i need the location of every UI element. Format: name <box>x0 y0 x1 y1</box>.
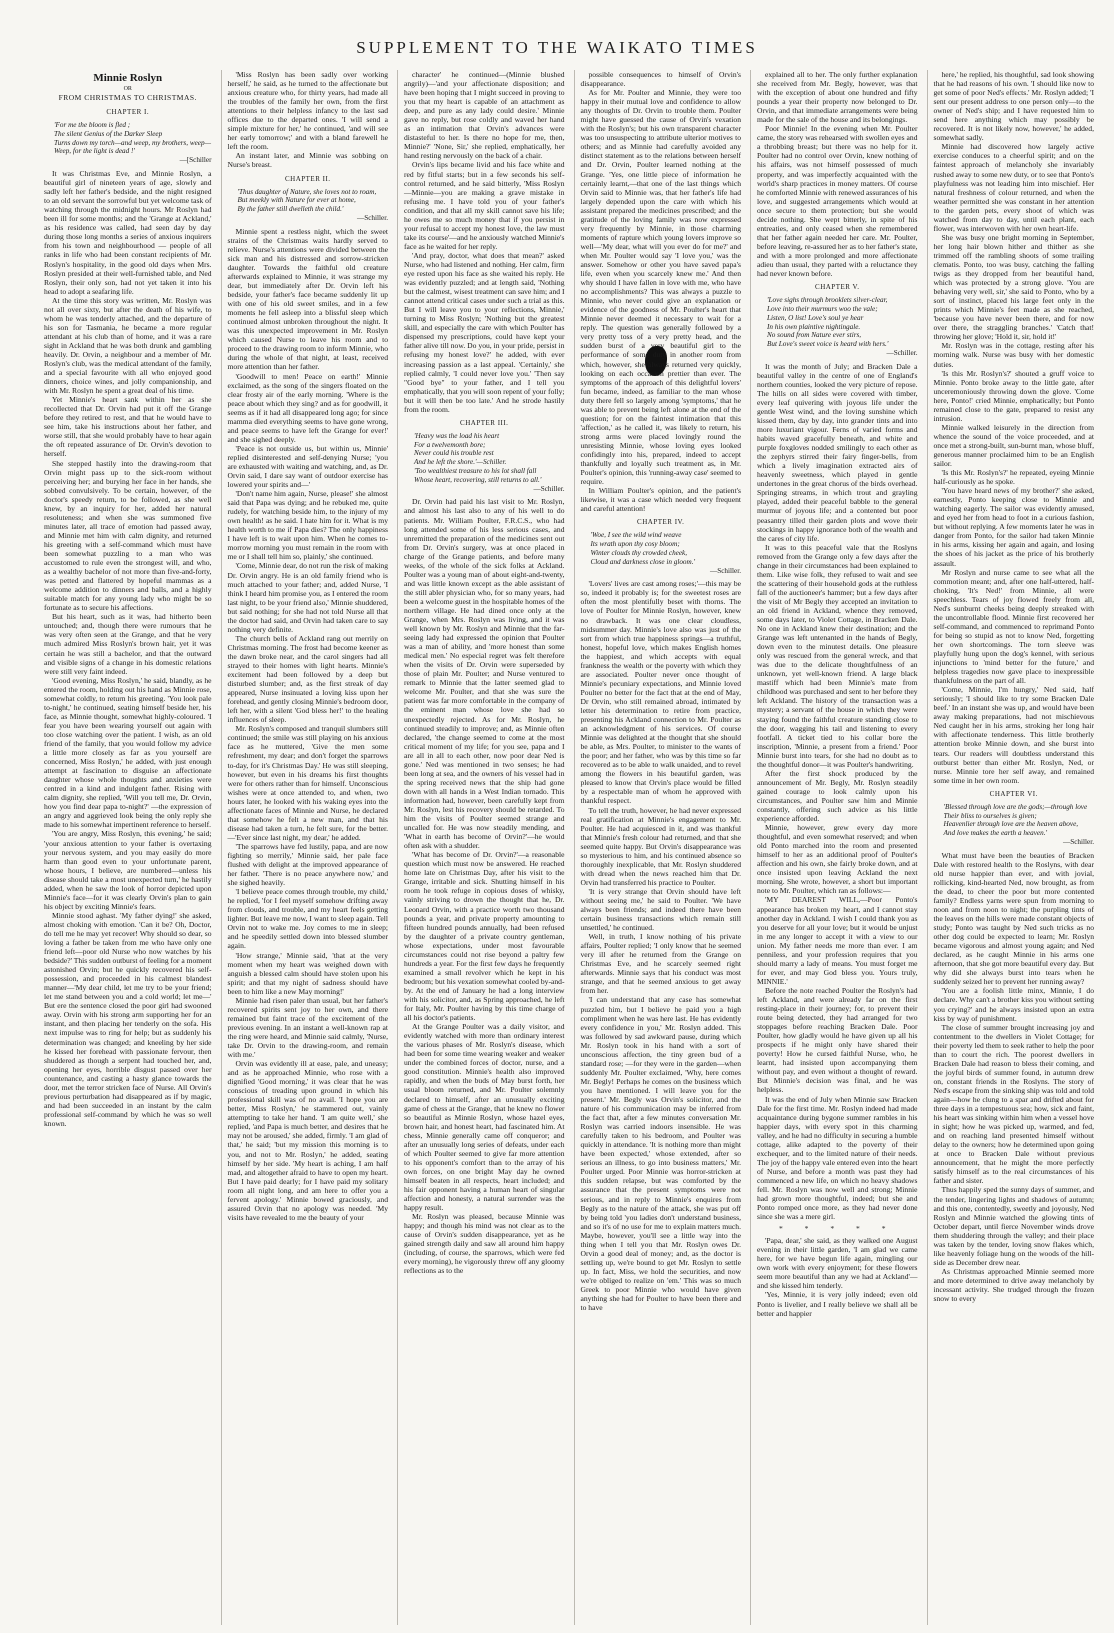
verse-attribution: —Schiller. <box>533 484 565 493</box>
epigraph <box>54 121 212 165</box>
verse-line: By the father still dwelleth the child.' <box>237 205 344 214</box>
verse-line: Their bliss to ourselves is given; <box>943 811 1037 820</box>
paragraph: At the Grange Poulter was a daily visitor, and evidently watched with more than ordinary interest the various phases of Mr. Roslyn's disease, which had been for some time wearing weaker and weaker under the combined forces of doctor, nurse, and a good constitution. Minnie's health also improved rapidly, and when the buds of May burst forth, her usual bloom returned, and Mr. Poulter solemnly declared to himself, after an unusually exciting game of chess at the Grange, that he knew no flower so beautiful as Minnie Roslyn, whose hazel eyes, brown hair, and honest heart, had fascinated him. At chess, Minnie generally came off conqueror; and after an unusually long series of defeats, under each of which Poulter seemed to give far more attention to his opponent's comfort than to the array of his own forces, on one bright May day he owned himself beaten in all respects, heart included; and his fair opponent having a human heart of singular affection and honesty, a natural surrender was the happy result. <box>404 1022 565 1213</box>
paragraph: An instant later, and Minnie was sobbing on Nurse's breast. <box>227 151 388 170</box>
verse-line: 'Love sighs through brooklets silver-clear, <box>767 296 888 305</box>
paragraph: 'You have heard news of my brother?' she asked, earnestly, Ponto keeping close to Minnie and watching eagerly. The sailor was evidently amused, and eyed her from head to foot in a curious fashion, but without replying. A few moments later he was in danger from Ponto, for the sailor had taken Minnie in his arms, kissing her again and again, and losing the shoes of his jacket as the price of his brotherly assault. <box>933 486 1094 568</box>
paragraph: 'You are angry, Miss Roslyn, this evening,' he said; 'your anxious attention to your father is overtaxing your nervous system, and you may easily do more harm than good even to your unfortunate parent, whose hours, I believe, are numbered—unless his disease should take a most unexpected turn,' he hastily added, when he saw the look of horror depicted upon Minnie's face—for it was clearly Orvin's plan to gain his object by exciting Minnie's fears. <box>44 829 212 911</box>
chapter-heading: CHAPTER V. <box>815 283 860 292</box>
verse-line: 'Woe, I see the wild wind weave <box>590 531 682 540</box>
paragraph: Minnie had discovered how largely active exercise conduces to a cheerful spirit; and on the faintest approach of melancholy she invariably rushed away to some new duty, or to see that Ponto's playfulness was not leading him into mischief. Her natural freshness of colour returned, and when the weather permitted she was constant in her attention to the garden pets, every shoot of which was watched from day to day, until each plant, each flower, was interwoven with her own heart-life. <box>933 142 1094 233</box>
column-6 <box>927 70 1095 1625</box>
paragraph: It was Christmas Eve, and Minnie Roslyn, a beautiful girl of nineteen years of age, slowly and sadly left her father's bedside, and the night resigned to an old servant the sorrowful but yet welcome task of watching through the midnight hours. Mr Roslyn had been ill for some months; and the 'Grange at Ackland,' as his residence was called, had seen day by day during those long months a series of anxious inquirers from his town and neighbourhood — people of all ranks in life who had been constant recipients of Mr. Roslyn's hospitality, in the good old days when Mrs. Roslyn presided at their well-furnished table, and Ned Roslyn, their only son, had not yet taken it into his head to adopt a seafaring life. <box>44 169 212 296</box>
paragraph: She was busy one bright morning in September, her long hair blown hither and thither as she trimmed off the rambling shoots of some trailing clematis. Ponto, too was busy, catching the falling twigs as they dropped from her beautiful hand, which was protected by a strong glove. 'You are behaving very well, sir,' she said to Ponto, who by a sort of instinct, placed his large feet only in the prints which Minnie's feet made as she reached, 'because you have never been there, and for now over there, the straggling branches.' 'Catch that! throwing her glove; 'Hold it, sir, hold it!' <box>933 232 1094 342</box>
paragraph: 'Come, Minnie dear, do not run the risk of making Dr. Orvin angry. He is an old family friend who is much attached to your father; and, added Nurse, 'I think I heard him promise you, as I entered the room last night, to be your friend also,' Minnie shuddered, but said nothing; for she had not told Nurse all that the doctor had said, and Orvin had taken care to say nothing very definite. <box>227 561 388 634</box>
column-1 <box>44 70 212 1625</box>
verse-attribution: —[Schiller <box>179 156 212 165</box>
paragraph: 'Don't name him again, Nurse, please!' she almost said that Papa was dying; and he rebuked me, quite rudely, for watching beside him, to the injury of my own health! as he said. I hate him for it. What is my health worth to me if Papa dies? The only happiness I have left is to wait upon him. When he comes to-morrow morning you must remain in the room with me or I shall tell him so, plainly,' she continued. <box>227 489 388 562</box>
paragraph: Thus happily sped the sunny days of summer, and the tender, lingering lights and shadows of autumn; and this one, contentedly, sweetly and joyously, Ned Roslyn and Minnie watched the glowing tints of October depart, until fierce November winds drove them shuddering through the valley; and their place was taken by the tender, loving snow flakes which, like heavenly foliage hung on the woods of the hill-side as December drew near. <box>933 1185 1094 1267</box>
paragraph: 'Is this Mr. Roslyn's?' he repeated, eyeing Minnie half-curiously as he spoke. <box>933 468 1094 487</box>
verse-line: Winter clouds thy crowded cheek, <box>590 548 688 557</box>
verse-line: And love makes the earth a heaven.' <box>943 829 1048 838</box>
paragraph: 'Goodwill to men! Peace on earth!' Minnie exclaimed, as the song of the singers floated on the clear frosty air of the early morning. 'Where is the peace about which they sing? and as for goodwill, it seems as if it had all disappeared long ago; for since mamma died everything seems to have gone wrong, and peace seems to have left the Grange for ever!' and she sighed deeply. <box>227 371 388 444</box>
verse-line: Its wrath upon thy cosy bloom; <box>590 540 680 549</box>
paragraph: Well, in truth, I know nothing of his private affairs, Poulter replied; 'I only know that he seemed very ill after he returned from the Grange on Christmas Eve, and he scarcely seemed right afterwards. Minnie says that his conduct was most strange, and that he seemed anxious to get away from her. <box>580 932 741 996</box>
verse-line: 'Blessed through love are the gods;—through love <box>943 802 1088 811</box>
epigraph <box>591 531 742 575</box>
paragraph: 'Miss Roslyn has been sadly over working herself,' he said, as he turned to the affectionate but anxious creature who, for thirty years, had made all the troubles of the family her own, from the first attentions to their helpless infancy to the last sad offices due to the departed ones. 'I will send a simple mixture for her,' he continued, 'and will see her early tomorrow;' and with a bland farewell he left the room. <box>227 70 388 152</box>
paragraph: In William Poulter's opinion, and the patient's likewise, it was a case which needed very frequent and careful attention! <box>580 486 741 514</box>
verse-line: For a twelvemonth bore; <box>414 440 486 449</box>
paragraph: As for Mr. Poulter and Minnie, they were too happy in their mutual love and confidence to allow any thoughts of Dr. Orvin to trouble them. Poulter might have guessed the cause of Orvin's vexation with the Roslyn's; but his own transparent character was too unsuspecting to attribute ulterior motives to others; and as Minnie had carefully avoided any distinct statement as to the relations between herself and Dr. Orvin, Poulter learned nothing at the Grange. 'Yes, one little piece of information he certainly learnt,—that one of the last things which Orvin said to Minnie was, that her father's life had largely depended upon the care with which his assistant prepared the medicines prescribed; and the gratitude of the loving family was now expressed very frequently by Minnie, in those charming moments of rapture which young lovers improve so well—'My dear, what will you ever do for me?' and when Mr. Poulter would say 'I love you,' was the answer. Somehow or other you have saved papa's life, even when you scarcely knew me.' And then why should I have fallen in love with me, who have no accomplishments? This was always a puzzle to Minnie, who never could give an explanation or evidence of the goodness of Mr. Poulter's heart that Minnie never deemed it necessary to wait for a reply. The question was generally followed by a very pretty toss of a very pretty head, and the sudden burst of a very beautiful girl to the performance of some duty in another room from which, however, she always returned very quickly, looking on each occasion prettier than ever. The symptoms of the approach of this delightful lovers' fun became, indeed, as familiar to the man whose duty there fell so largely among 'symptoms,' that he was able to prevent being left alone at the end of the question; for on the faintest intimation that this 'affection,' as he called it, was likely to return, his strong arms were placed lovingly round the unresisting Minnie, whose loving eyes looked confidingly into his, prepared, indeed to accept thankfully and loyally such treatment as, in Mr. Poulter's opinion, this 'running-away case' seemed to require. <box>580 88 741 487</box>
chapter-heading: CHAPTER III. <box>460 418 509 427</box>
epigraph <box>767 296 918 358</box>
verse-line: No sound from Nature ever stirs, <box>767 331 862 340</box>
verse-line: Turns down my torch—and weep, my brothers, weep— <box>54 138 211 147</box>
story-title: Minnie Roslyn <box>93 72 163 84</box>
newspaper-page <box>44 70 1094 1625</box>
verse-line: Weep, for the light is dead !' <box>54 147 135 156</box>
verse-line: Whose heart, recovering, still returns to all.' <box>414 475 542 484</box>
paragraph: Minnie had risen paler than usual, but her father's recovered spirits sent joy to her own, and there remained but faint trace of the excitement of the previous evening. In an instant a well-known rap at the ring were heard, and Minnie said calmly, 'Nurse, take Dr. Orvin to the drawing-room, and remain with me.' <box>227 995 388 1060</box>
paragraph: Minnie spent a restless night, which the sweet strains of the Christmas waits hardly served to relieve. Nurse's attentions were divided between the sick man and his distressed and sorrow-stricken daughter. Towards the faithful old creature afterwards explained to Minnie, it was strange my dear, but immediately after Dr. Orvin left his bedside, your father's face became suddenly lit up with one of his old sweet smiles, and in a few moments he fell asleep into a blissful sleep which continued almost unbroken throughout the night. It was this unexpected improvement in Mr. Roslyn which caused Nurse to leave his room and to proceed to the drawing room to inform Minnie, who during the whole of that night, at least, received more attention than her father. <box>227 226 388 372</box>
paragraph: 'What has become of Dr. Orvin?'—a reasonable question which must now be answered. He reached home late on Christmas Day, after his visit to the Grange, irritable and sick. Shutting himself in his room he took refuge in copious doses of whisky, vainly striving to drown the thought that he, Dr. Leonard Orvin, with a practice worth two thousand pounds a year, and private property amounting to fifteen hundred pounds annually, had been refused by the daughter of a private country gentleman, whose expectations, under most favourable circumstances could not rise beyond a paltry few hundreds a year. For the first few days he frequently examined a small revolver which he kept in his bedroom; but his vexation somewhat cooled by-and-by. At the end of January he had a long interview with his solicitor, and, as Spring approached, he left for Italy, Mr. Poulter having by this time charge of all his doctor's patients. <box>404 850 565 1023</box>
paragraph: character' he continued—(Minnie blushed angrily)—'and your affectionate disposition; and have been hoping that I might succeed in proving to you that my heart is capable of an attachment as deep, and pure as any lady could desire.' Minnie gave no reply, but rose coldly and waved her hand as an intimation that Orvin's advances were distasteful to her. Is there no hope for me, then, Minnie?' 'None, Sir,' she replied, emphatically, her hand resting nervously on the back of a chair. <box>404 70 565 161</box>
paragraph: It was the month of July; and Bracken Dale a beautiful valley in the centre of one of England's northern counties, looked the very picture of repose. The hills on all sides were covered with timber, every leaf quivering with joyous life under the gentle West wind, and the loving sunshine which kissed them, day by day, into grander tints and into more luxuriant vigour. Ferns of varied forms and habits waved gracefully beneath, and white and purple foxgloves nodded smilingly to each other as the zephyrs stirred their fairy finger-bells, from which a lively imagination extracted airs of heavenly sweetness, which played in gentle undertones in the great chorus of the birds overhead. Springing streams, in which trout and grayling played, added their peaceful babble to the general murmur of joyous life; and a contented but poor peasantry tilled their garden plots and wove their stockings in happy ignorance both of the wealth and the cares of city life. <box>757 361 918 543</box>
paragraph: Mr. Roslyn was in the cottage, resting after his morning walk. Nurse was busy with her domestic duties. <box>933 341 1094 369</box>
verse-line: Listen, O list! Love's soul ye hear <box>767 313 864 322</box>
paragraph: Mr Roslyn and nurse came to see what all the commotion meant; and, after one half-uttered, half-choking, 'It's Ned!' from Minnie, all were speechless. Tears of joy flowed freely from all, Ned's sunburnt cheeks being deeply streaked with the uncontrollable flood. Minnie first recovered her self-command, and commenced to reprimand Ponto for being so stupid as not to know Ned, forgetting her own shortcomings. The torn sleeve was playfully hung upon the dog's kennel, with serious injunctions to 'mind better for the future,' and helpless tragedies now gave place to inexpressible thankfulness on the part of all. <box>933 567 1094 686</box>
paragraph: Mr. Roslyn was pleased, because Minnie was happy; and though his mind was not clear as to the cause of Orvin's sudden disappearance, yet as he gained strength daily and saw all around him happy (including, of course, the sparrows, which were fed every morning), he vigorously threw off any gloomy reflections as to the <box>404 1212 565 1276</box>
masthead: SUPPLEMENT TO THE WAIKATO TIMES <box>356 38 758 57</box>
verse-attribution: —Schiller. <box>886 348 918 357</box>
paragraph: Minnie, however, grew every day more thoughtful, and even somewhat reserved; and when old Ponto marched into the room and presented himself to her as an additional proof of Poulter's affection and his own, she fairly broke down, and at once insisted upon leaving Ackland the next morning. She wrote, however, a short but important note to Mr. Poulter, which ran as follows:— <box>757 823 918 896</box>
paragraph: 'The sparrows have fed lustily, papa, and are now fighting so merrily,' Minnie said, her pale face flushed with delight at the improved appearance of her father. 'There is no peace anywhere now,' and she sighed heavily. <box>227 841 388 888</box>
paragraph: 'Peace is not outside us, but within us, Minnie' replied disinterested and self-denying Nurse; 'you are exhausted with waiting and watching, and, as Dr. Orvin said, I dare say want of outdoor exercise has lowered your spirits and—' <box>227 443 388 490</box>
verse-line: But Love's sweet voice is heard with hers.' <box>767 340 889 349</box>
verse-attribution: —Schiller. <box>1063 837 1094 846</box>
story-subtitle: FROM CHRISTMAS TO CHRISTMAS. <box>58 93 197 102</box>
paragraph: 'Yes, Minnie, it is very jolly indeed; even old Ponto is livelier, and I really believe we shall all be better and happier <box>757 1290 918 1318</box>
paragraph: Orvin's lips became livid and his face white and red by fitful starts; but in a few seconds his self-control returned, and he said bitterly, 'Miss Roslyn—Minnie—you are making a grave mistake in refusing me. I have told you of your father's condition, and that all my skill cannot save his life; he owes me so much money that if you persist in your refusal to accept my honest love, the law must take its course'—and he anxiously watched Minnie's face as he waited for her reply. <box>404 160 565 251</box>
chapter-heading: CHAPTER I. <box>106 108 150 116</box>
paragraph: 'And pray, doctor, what does that mean?' asked Nurse, who had listened and nothing. Her calm, firm eye rested upon his face as she waited his reply. He was evidently puzzled; and at length said, 'Nothing but the calmest, wisest treatment can save him; and I cannot attend critical cases under such a trial as this. But I will leave you to your reflections, Minnie,' turning to Miss Roslyn; 'Nothing but the greatest skill, and especially the care with which Poulter has dispensed my prescriptions, could have kept your father alive till now. Do you, in your pride, persist in refusing my honest love?' he added, with ever increasing passion as a last appeal. 'Certainly,' she replied calmly, 'I could never love you.' 'Then say "Good bye" to your father, and I tell you emphatically, that you will soon repent of your folly; but it will then be too late.' And he strode hastily from the room. <box>404 250 565 414</box>
paragraph: It was to this peaceful vale that the Roslyns removed from the Grange only a few days after the change in their circumstances had been explained to them. Like wise folk, they refused to wait and see the scattering of their household gods at the ruthless fall of the auctioneer's hammer; but a few days after the visit of Mr Begly they accepted an invitation to an old friend in Ackland, whence they removed, some days later, to Violet Cottage, in Bracken Dale. No one in Ackland knew their destination; and the Grange was left untenanted in the hands of Begly, down even to the minutest details. One pleasure only was rescued from the general wreck, and that was due to the delicate thoughtfulness of an unknown, yet well-known friend. A large black mastiff which had been Minnie's mate from childhood was purchased and sent to her before they left Ackland. The history of the transaction was a mystery; a servant of the house in which they were staying found the faithful creature standing close to the door, wagging his tail and listening to every footfall. A ticket tied to his collar bore the inscription, 'Minnie, a present from a friend.' Poor Minnie burst into tears, for she had no doubt as to the thoughtful donor—it was Poulter's handwriting. <box>757 542 918 769</box>
verse-line: In his own plaintive nightingale. <box>767 322 861 331</box>
chapter-heading: CHAPTER VI. <box>989 789 1038 798</box>
paragraph: The church bells of Ackland rang out merrily on Christmas morning. The frost had become keener as the dawn broke near, and the carol singers had all strayed to their homes with light hearts. Minnie's excitement had been followed by a deep but disturbed slumber; and, as the first streak of day appeared, Nurse insinuated a loving kiss upon her forehead, and gently closing Minnie's bedroom door, left her, with a silent 'God bless her!' to the healing influences of sleep. <box>227 633 388 725</box>
verse-attribution: —Schiller. <box>710 566 741 575</box>
chapter-heading: CHAPTER II. <box>284 174 331 183</box>
paragraph: Mr. Roslyn's composed and tranquil slumbers still continued; the smile was still playing on his anxious face as he muttered, 'Give the men some refreshment, my dear; and don't forget the sparrows to-day, for it's Christmas Day.' He was still sleeping, however, but even in his dreams his first thoughts were for others rather than for himself. Unconscious wishes were at once attended to, and when, two hours later, he looked with his waking eyes into the affectionate faces of Minnie and Nurse, he declared that somehow he felt a new man, and that his disease had taken a turn, he felt sure, for the better.—'Ever since last night, my dear,' he added. <box>227 724 388 842</box>
verse-line: 'Heavy was the load his heart <box>414 431 500 440</box>
section-divider: * * * * * <box>778 1224 896 1234</box>
column-3 <box>397 70 565 1625</box>
verse-line: Love into their murmurs woo the vale; <box>767 304 878 313</box>
verse-line: Never could his trouble rest <box>414 449 494 458</box>
paragraph: 'You are a foolish little minx, Minnie, I do declare. Why can't a brother kiss you without setting you crying?' and he always insisted upon an extra kiss by way of punishment. <box>933 986 1094 1023</box>
verse-line: The silent Genius of the Darker Sleep <box>54 129 163 138</box>
paragraph: What must have been the beauties of Bracken Dale with restored health to the Roslyns, with dear old nurse happier than ever, and with jovial, rollicking, kind-hearted Ned, now brought, as from the dead, to cheer the poor but more contented family? Endless yarns were spun from morning to noon and from noon to night; the purpling tints of the leaves on the hills were made constant objects of study; Ponto was taught by Ned such tricks as no other dog could be expected to learn; Mr. Roslyn became vigorous and almost young again; and Ned declared, as he caught Minnie in his arms one afternoon, that she got more beautiful every day. But why did she always burst into tears when he suddenly seized her to prevent her running away? <box>933 850 1094 987</box>
paragraph: 'Come, Minnie, I'm hungry,' Ned said, half seriously; 'I should like to try some Bracken Dale beef.' In an instant she was up, and would have been away making preparations, had not mischievous Ned caught her in his arms, stroking her long hair with affectionate tenderness. This little brotherly attention broke Minnie down, and she burst into tears. Our readers will doubtless understand this outburst better than either Mr. Roslyn, Ned, or nurse. Minnie tore her self away, and remained some time in her own room. <box>933 685 1094 785</box>
column-4 <box>574 70 742 1625</box>
column-2 <box>221 70 389 1625</box>
epigraph <box>944 803 1095 847</box>
paragraph: Orvin was evidently ill at ease, pale, and uneasy; and as he approached Minnie, who rose with a dignified 'Good morning,' it was clear that he was conscious of treading upon ground in which his professional skill was of no avail. 'I hope you are better, Miss Roslyn,' he stammered out, vainly attempting to take her hand. 'I am quite well,' she replied, 'and Papa is much better, and desires that he may not be aroused,' she added, firmly. 'I am glad of that,' he said; 'but my mission this morning is to you, and not to Mr. Roslyn,' he added, seating himself by her side. 'My heart is aching, I am half mad, and altogether afraid to have to open my heart. But I have paid dearly; for I have paid my solitary room all night long, and am here to offer you a fervent apology.' Minnie bowed graciously, and assured Orvin that no apology was needed. 'My visits have revealed to me the beauty of your <box>227 1059 388 1222</box>
paragraph: 'Good evening, Miss Roslyn,' he said, blandly, as he entered the room, holding out his hand as Minnie rose, somewhat coldly, to return his greeting. 'You look pale to-night,' he continued, seating himself beside her, his face, as Minnie thought, somewhat highly-coloured. 'I fear you have been wearing yourself out again with too close watching over the patient. I wish, as an old friend of the family, that you would follow my advice a little more closely as far as you yourself are concerned, Miss Roslyn,' he added, with just enough attempt at fascination to disguise an affectionate daughter whose whole thoughts and anxieties were centred in a kind and indulgent father. Rising with calm dignity, she replied, 'Will you tell me, Dr. Orvin, how you find dear papa to-night?' —the expression of an angry and aggrieved look being the only reply she made to his somewhat impertinent reference to herself. <box>44 675 212 830</box>
paragraph: Minnie walked leisurely in the direction from whence the sound of the voice proceeded, and at once met a strong-built, sun-burnt man, whose bluff, generous manner proclaimed him to be an English sailor. <box>933 422 1094 469</box>
verse-line: And he left the shore.'—Schiller. <box>414 458 507 467</box>
paragraph: 'It is very strange that Orvin should have left without seeing me,' he said to Poulter. 'We have always been friends; and indeed there have been certain business transactions which remain still unsettled,' he continued. <box>580 886 741 933</box>
verse-line: 'For me the bloom is fled ; <box>54 121 131 130</box>
verse-line: 'Too wealthiest treasure to his lot shall fall <box>414 467 537 476</box>
paragraph: As Christmas approached Minnie seemed more and more determined to drive away melancholy by incessant activity. She trudged through the frozen snow to every <box>933 1266 1094 1304</box>
epigraph <box>238 188 389 223</box>
paragraph: explained all to her. The only further explanation she received from Mr. Begly, however, was that with the exception of about one hundred and fifty pounds a year their property now belonged to Dr. Orvin, and that immediate arrangements were being made for the sale of the house and its belongings. <box>757 70 918 125</box>
paragraph: At the time this story was written, Mr. Roslyn was not all over sixty, but after the death of his wife, to whom he was tenderly attached, and the departure of his son for Tasmania, he became a more regular attendant at his club than of home, and it was a rare sight in Ackland that he was both drunk and gambling heavily. Dr. Orvin, a neighbour and a member of Mr. Roslyn's club, was the medical attendant of the family, and a special favourite with all who enjoyed good dinners, choice wines, and jolly companionship, and with Mr. Roslyn he spent a great deal of his time. <box>44 295 212 396</box>
paragraph: But his heart, such as it was, had hitherto been untouched; and, though there were rumours that he was very often seen at the Grange, and that he very much admired Miss Roslyn's brown hair, yet it was certain he was still a bachelor, and that the outward and visible signs of a change in his domestic relations were still very faint indeed. <box>44 612 212 676</box>
paragraph: 'MY DEAREST WILL,—Poor Ponto's appearance has broken my heart, and I cannot stay another day in Ackland. I wish I could thank you as you deserve for all your love; but it would be unjust in me any longer to accept it with a view to our union. My father needs me more than ever. I am penniless, and your profession requires that you should marry a lady of means. You must forget me for ever, and may God bless you. Yours truly, MINNIE.' <box>757 895 918 986</box>
paragraph: 'I believe peace comes through trouble, my child,' he replied, 'for I feel myself somehow drifting away from clouds, and trouble, and my heart feels getting lighter. But leave me now, I want to sleep again. Tell Orvin not to wake me. Joy comes to me in sleep; and he speedily settled down into blessed slumber again. <box>227 887 388 951</box>
paragraph: The close of summer brought increasing joy and contentment to the dwellers in Violet Cottage; for their poverty led them to seek rather to help the poor than to court the rich. The poorest dwellers in Bracken Dale had reason to bless their coming, and the joyful birds of summer found, in autumn drew on, constant friends in the Roslyns. The story of Ned's escape from the sinking ship was told and told again—how he clung to a spar and drifted about for three days in a tempestuous sea; how, sick and faint, his heart was sinking within him when a vessel hove in sight; how he was picked up, warmed, and fed, and on reaching land presented himself without delay to the owners; how he determined upon going at once to Bracken Dale without previous announcement, that he might the more perfectly satisfy himself as to the real circumstances of his father and sister. <box>933 1022 1094 1186</box>
paragraph: possible consequences to himself of Orvin's disappearance. <box>580 70 741 89</box>
verse-line: But meekly with Nature for ever at home, <box>237 196 356 205</box>
paragraph: 'Papa, dear,' she said, as they walked one August evening in their little garden, 'I am glad we came here, for we have begun life again, mingling our own work with every enjoyment; for these flowers seem more beautiful than any we had at Ackland'—and she kissed him tenderly. <box>757 1236 918 1291</box>
epigraph <box>414 432 565 494</box>
paragraph: Yet Minnie's heart sank within her as she recollected that Dr. Orvin had put it off the Grange before they retired to rest, and that he would have to see him, take his instructions about her father, and worse still, that she would probably have to hear again the oft repeated assurance of Dr. Orvin's devotion to herself. <box>44 395 212 459</box>
paragraph: Before the note reached Poulter the Roslyn's had left Ackland, and were already far on the first resting-place in their journey; for, to prevent their route being detected, they had arranged for two stoppages before reaching Bracken Dale. Poor Poulter, how gladly would he have given up all his prospects if he might only have shared their poverty! How he cursed faithful Nurse, who, he learnt, had insisted upon accompanying them without pay, and even without a thought of reward. But Minnie's decision was final, and he was helpless. <box>757 985 918 1095</box>
paragraph: It was the end of July when Minnie saw Bracken Dale for the first time. Mr. Roslyn indeed had made acquaintance during bygone summer rambles in his happier days, with every spot in this charming valley, and he had no difficulty in securing a humble cottage, alike adapted to the poverty of their exchequer, and to the limited nature of their needs. The joy of the happy vale entered even into the heart of Nurse, and before a month was past they had commenced a new life, on which no heavy shadows fell. Mr. Roslyn was now well and strong; Minnie had grown more thoughtful, indeed; but she and Ponto romped once more, as they had never done since she was a mere girl. <box>757 1094 918 1222</box>
paragraph: After the first shock produced by the announcement of Mr. Begly, Mr. Roslyn steadily gained courage to look calmly upon his circumstances, and Poulter saw him and Minnie constantly, offering such advice as his little experience afforded. <box>757 768 918 824</box>
paragraph: She stepped hastily into the drawing-room that Orvin might pass up to the sick-room without perceiving her; and burying her face in her hands, she sobbed convulsively. To be certain, however, of the doctor's speedy return, to be followed, as she well knew, by an inquiry for her, added her natural resoluteness; and when she was summoned five minutes later, all trace of emotion had passed away, and Minnie met him with calm dignity, and returned his greeting with a self-command which must have been somewhat puzzling to a man who was accustomed to rule even the strongest will, and who, as a wealthy bachelor of not more than five-and-forty, was petted and flattered by hopeful mammas as a welcome addition to dinners and balls, and a highly suitable match for any young lady who might be so fortunate as to secure his affections. <box>44 458 212 613</box>
verse-attribution: —Schiller. <box>357 213 388 222</box>
paragraph: 'Is this Mr. Roslyn's?' shouted a gruff voice to Minnie. Ponto broke away to the little gate, after unceremoniously throwing down the glove. 'Come here, Ponto!' cried Minnie, emphatically; but Ponto remained close to the gate, prepared to resist any intrusion. <box>933 368 1094 423</box>
paragraph: Minnie stood aghast. 'My father dying!' she asked, almost choking with emotion. 'Can it be? Oh, Doctor, do tell me he may yet recover! Why should so dear, so loving a father be taken from me who have only one friend left—poor old Nurse who now watches by his bedside?' This sudden outburst of feeling for a moment astonished Orvin; but he quickly recovered his self-possession, and proceeded in his calmest blandest manner—'My dear child, let me try to be your friend; let me stand between you and a cold world; let me—' But ere the sentence closed the poor girl had swooned away. Orvin with his strong arm supporting her for an instant, and then placing her tenderly on the sofa. His next impulse was to ring for help; but as suddenly his determination was changed; and kneeling by her side he kissed her forehead with passionate fervour, then shuddered as though a serpent had touched her, and, opening her eyes, horrible disgust passed over her countenance, and casting a hasty glance towards the door, met the terror stricken face of Nurse. All Orvin's previous perturbation had disappeared as if by magic, and had been succeeded in an instant by the calm professional self-command by which he was so well known. <box>44 910 212 1128</box>
paragraph: here,' he replied, his thoughtful, sad look showing that he had reasons of his own. 'I should like now to get some of poor Ned's effects.' Mr. Roslyn added; 'I sent our present address to one person only—to the owner of Ned's ship; and I have requested him to send here anything which may possibly be recovered. It is not likely now, however,' he added, somewhat sadly. <box>933 70 1094 143</box>
title-or: OR <box>123 86 132 92</box>
paragraph: Dr. Orvin had paid his last visit to Mr. Roslyn, and almost his last also to any of his well to do patients. Mr. William Poulter, F.R.C.S., who had long attended some of his less serious cases, and unremitted the preparation of the medicines sent out from Dr. Orvin's surgery, was at once placed in charge of the Grange patients, and before many weeks, of the whole of the sick folks at Ackland. Poulter was a young man of about eight-and-twenty, and was little known except as the able assistant of the still abler physician who, for so many years, had been a welcome guest in the hospitable homes of the northern village. He had dined once only at the Grange, when Mrs. Roslyn was living, and it was well known by Mr. Roslyn and Minnie that the far-seeing lady had expressed the opinion that Poulter was a man of ability, and 'more honest than some medical men.' No especial regret was felt therefore when the visits of Dr. Orvin were superseded by those of plain Mr. Poulter; and Nurse ventured to remark to Minnie that the latter seemed glad to welcome Mr. Poulter, and that she was sure the patient was far more comfortable in the company of the eminent man whose love she had so unexpectedly rejected. As for Mr. Roslyn, he continued steadily to improve; and, as Minnie often declared, 'the change seemed to come at the most critical moment of my life; for you see, papa and I are all in all to each other, now poor dear Ned is gone.' Ned was mentioned in two senses; he had been long at sea, and the owners of his vessel had in the spring received news that the ship had gone down with all hands in a West Indian tornado. This information had, however, been carefully kept from Mr. Roslyn, lest his recovery should be retarded. To him the visits of Poulter seemed strange and uncalled for. He was now steadily mending, and 'What in earth has become of Orvin?'—he would often ask with a shudder. <box>404 497 565 851</box>
paragraph: To tell the truth, however, he had never expressed real gratification at Minnie's engagement to Mr. Poulter. He had acquiesced in it, and was thankful that Minnie's fresh colour had returned, and that she seemed quite happy. But Orvin's disappearance was so mysterious to him, and his continued absence so thoroughly inexplicable, that Mr. Roslyn shuddered with dread when the news reached him that Dr. Orvin had transferred his practice to Poulter. <box>580 805 741 887</box>
verse-line: 'Thus daughter of Nature, she loves not to roam, <box>237 187 377 196</box>
paragraph: 'How strange,' Minnie said, 'that at the very moment when my heart was weighed down with anguish a blessed calm should have stolen upon his spirit; and that my night of sadness should have been to him like a new May morning!' <box>227 950 388 996</box>
paragraph: 'I can understand that any case has somewhat puzzled him, but I believe he paid you a high compliment when he was here last. He has evidently every confidence in you,' Mr. Roslyn added. This was followed by sad awkward pause, during which Mr. Roslyn took in his hand with a sort of unconscious affection, the tiny green bud of a standard rose; —for they were in the garden—when suddenly Mr. Poulter exclaimed, 'Why, here comes Mr. Begly! Perhaps he comes on the business which you have mentioned. I will leave you for the present.' Mr. Begly was Orvin's solicitor, and the nature of his communication may be inferred from the fact that, after a few minutes conversation Mr. Roslyn was carried indoors insensible. He was carefully taken to his bedroom, and Poulter was quickly in attendance. 'It is nothing more than might have been expected,' whose extended, after so serious an illness, to go into business matters,' Mr. Poulter urged. Poor Minnie was horror-stricken at this sudden relapse, but was comforted by the assurance that the present symptoms were not serious, and in reply to Minnie's enquires from Begly as to the nature of the attack, she was put off by being told 'you ladies don't understand business, and so it's of no use for me to explain matters much. Maybe, however, you'll see a little way into the thing when I tell you that Mr. Roslyn owes Dr. Orvin a good deal of money; and, as the doctor is settling up, we're bound to get Mr. Roslyn to settle up. In fact, Miss, we hold the securities, and now we're obliged to realize on 'em.' This was so much Greek to poor Minnie who would have given anything she had for Poulter to have been there and to have <box>580 995 741 1313</box>
verse-line: Heavenlier through love are the heaven above, <box>943 820 1079 829</box>
chapter-heading: CHAPTER IV. <box>637 518 685 527</box>
paragraph: 'Lovers' lives are cast among roses;'—this may be so, indeed it probably is; for the sweetest roses are often the most plentifully beset with thorns. The love of Poulter for Minnie Roslyn, however, knew no drawback. It was one clear cloudless, midsummer day. Minnie's love also was just of the sort from which true happiness springs—a truthful, honest, hopeful love, which makes English homes the happiest, and which accepts with equal frankness the wealth or the poverty with which they are associated. Poulter never once thought of Minnie's pecuniary expectations, and Minnie loved Poulter no better for the fact that at the end of May, Dr Orvin, who still remained abroad, intimated by letter his determination to retire from practice, presenting his Ackland connection to Mr. Poulter as an acknowledgment of his services. Of course Minnie was delighted at the thought that she should be able, as Mrs. Poulter, to minister to the wants of the poor; and her father, who was by this time so far recovered as to be able to walk unaided, and to revel among the flowers in his beautiful garden, was pleased to know that Orvin's place would be filled by a respectable man of whom he approved with thankful respect. <box>580 579 741 806</box>
verse-line: Cloud and darkness close in gloom.' <box>590 557 696 566</box>
column-5 <box>750 70 918 1625</box>
paragraph: Poor Minnie! In the evening when Mr. Poulter came, the story was rehearsed with swollen eyes and a throbbing breast; but there was no help for it. Poulter had no control over Orvin, knew nothing of his affairs, was not himself possessed of much property, and was imperfectly acquainted with the world's sharp practices in money matters. Of course he comforted Minnie with renewed assurances of his love, and suggested arrangements which would at once secure to them protection; but she would decide nothing. She wept bitterly, in spite of his entreaties, and only ceased when she remembered that her father again needed her care. Mr. Poulter, before leaving, re-assured her as to her father's state, and with a more prolonged and more affectionate adieu than usual, they parted with a reluctance they had never known before. <box>757 124 918 279</box>
